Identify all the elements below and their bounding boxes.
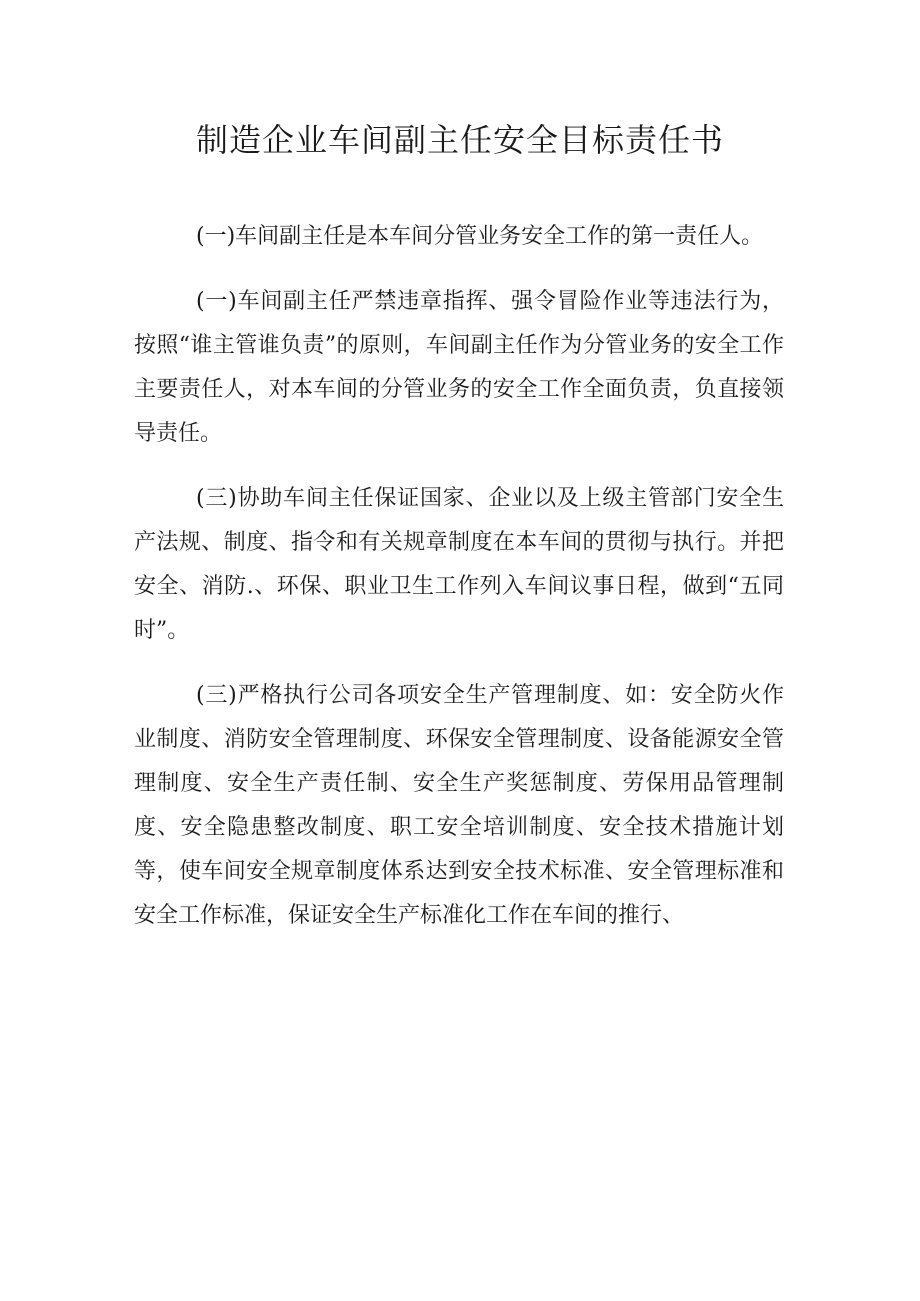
document-title: 制造企业车间副主任安全目标责任书 [195, 121, 724, 159]
paragraph-4: (三)严格执行公司各项安全生产管理制度、如：安全防火作业制度、消防安全管理制度、环保安全管理制度、设备能源安全管理制度、安全生产责任制、安全生产奖惩制度、劳保用品管理制度、安全隐患整改制度、职工安全培训制度、安全技术措施计划等，使车间安全规章制度体系达到安全技术标准、安全管理标准和安全工作标准，保证安全生产标准化工作在车间的推行、 [134, 683, 784, 928]
paragraph-1: (一)车间副主任是本车间分管业务安全工作的第一责任人。 [196, 224, 764, 249]
paragraph-2: (一)车间副主任严禁违章指挥、强令冒险作业等违法行为，按照“谁主管谁负责”的原则，车间副主任作为分管业务的安全工作主要责任人，对本车间的分管业务的安全工作全面负责，负直接领导责任。 [134, 289, 784, 446]
document-body [134, 215, 784, 938]
paragraph-3: (三)协助车间主任保证国家、企业以及上级主管部门安全生产法规、制度、指令和有关规章制度在本车间的贯彻与执行。并把安全、消防.、环保、职业卫生工作列入车间议事日程，做到“五同时”。 [134, 486, 784, 643]
